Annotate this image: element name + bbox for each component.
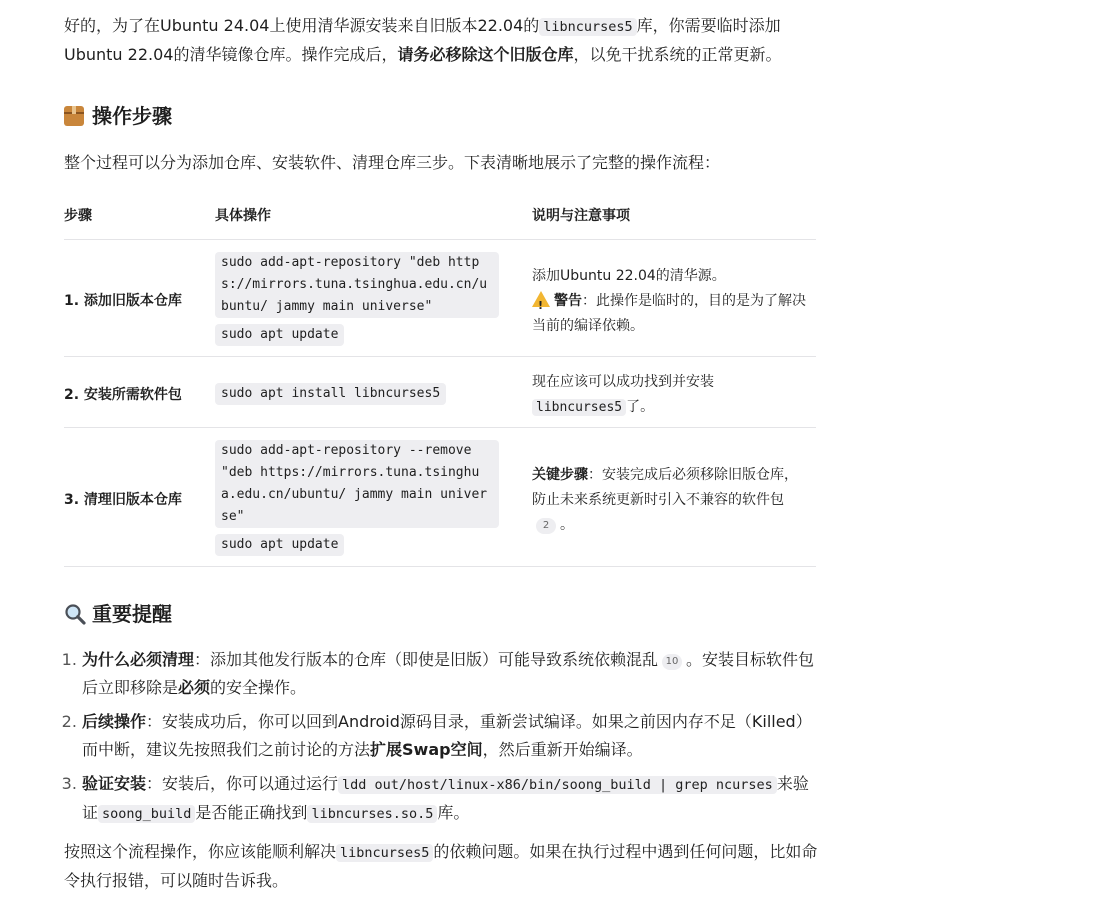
table-header-cell: 步骤 bbox=[64, 191, 215, 240]
magnifier-icon bbox=[64, 603, 86, 625]
list-item-text: ：安装成功后，你可以回到Android源码目录，重新尝试编译。如果之前因内存不足（Killed）而中断，建议先按照我们之前讨论的方法 bbox=[82, 712, 812, 759]
list-item-text: ：安装后，你可以通过运行 bbox=[146, 774, 339, 793]
list-item bbox=[82, 770, 824, 828]
list-item-text: 的安全操作。 bbox=[210, 678, 307, 697]
list-item-text: 是否能正确找到 bbox=[195, 803, 308, 822]
closing-text: 按照这个流程操作，你应该能顺利解决 bbox=[64, 842, 337, 861]
list-item-bold: 必须 bbox=[178, 678, 211, 697]
command-code: sudo add-apt-repository "deb https://mirrors.tuna.tsinghua.edu.cn/ubuntu/ jammy main universe" bbox=[215, 252, 499, 318]
steps-heading-text: 操作步骤 bbox=[92, 104, 172, 128]
key-step-label: 关键步骤 bbox=[532, 466, 588, 483]
step-cell: 2. 安装所需软件包 bbox=[64, 357, 215, 428]
reminder-heading bbox=[64, 598, 824, 630]
intro-text: ，以免干扰系统的正常更新。 bbox=[573, 45, 782, 64]
list-item-text: ：添加其他发行版本的仓库（即使是旧版）可能导致系统依赖混乱 bbox=[194, 650, 659, 669]
list-item-text: ，然后重新开始编译。 bbox=[482, 740, 643, 759]
command-code: sudo apt install libncurses5 bbox=[215, 383, 446, 405]
intro-text: 好的，为了在Ubuntu 24.04上使用清华源安装来自旧版本22.04的 bbox=[64, 16, 540, 35]
warning-icon bbox=[532, 291, 550, 307]
list-item-bold: 扩展Swap空间 bbox=[370, 740, 483, 759]
table-row bbox=[64, 357, 816, 428]
note-text: ：安装完成后必须移除旧版仓库，防止未来系统更新时引入不兼容的软件包 bbox=[532, 466, 798, 508]
list-item-title: 后续操作 bbox=[82, 712, 147, 731]
list-item-text: 。安装目标软件包后立即移除是 bbox=[82, 650, 815, 697]
note-text: ：此操作是临时的，目的是为了解决当前的编译依赖。 bbox=[532, 292, 806, 334]
command-code: sudo apt update bbox=[215, 324, 344, 346]
note-cell bbox=[532, 428, 816, 567]
closing-paragraph bbox=[64, 838, 824, 895]
note-text: 现在应该可以成功找到并安装 bbox=[532, 374, 714, 390]
inline-code: ldd out/host/linux-x86/bin/soong_build | grep ncurses bbox=[338, 776, 777, 794]
note-text: 。 bbox=[560, 516, 574, 533]
command-code: sudo add-apt-repository --remove "deb https://mirrors.tuna.tsinghua.edu.cn/ubuntu/ jammy main universe" bbox=[215, 440, 499, 528]
inline-code: libncurses5 bbox=[539, 18, 636, 36]
list-item-title: 为什么必须清理 bbox=[82, 650, 195, 669]
intro-bold-text: 请务必移除这个旧版仓库 bbox=[397, 45, 574, 64]
package-icon bbox=[64, 105, 86, 127]
list-item bbox=[82, 646, 824, 702]
ops-cell bbox=[215, 240, 532, 357]
note-cell bbox=[532, 240, 816, 357]
closing-text: 的依赖问题。如果在执行过程中遇到任何问题，比如命令执行报错，可以随时告诉我。 bbox=[64, 842, 818, 890]
inline-code: soong_build bbox=[98, 805, 195, 823]
reminder-list bbox=[64, 646, 824, 828]
intro-paragraph bbox=[64, 12, 824, 69]
table-header-row bbox=[64, 191, 816, 240]
ops-cell bbox=[215, 357, 532, 428]
note-cell bbox=[532, 357, 816, 428]
inline-code: libncurses.so.5 bbox=[307, 805, 437, 823]
list-item-text: 来验证 bbox=[82, 774, 809, 822]
command-code: sudo apt update bbox=[215, 534, 344, 556]
reminder-heading-text: 重要提醒 bbox=[92, 602, 172, 626]
step-cell: 3. 清理旧版本仓库 bbox=[64, 428, 215, 567]
note-text: 添加Ubuntu 22.04的清华源。 bbox=[532, 267, 726, 284]
steps-table bbox=[64, 191, 816, 567]
table-row bbox=[64, 240, 816, 357]
warning-label: 警告 bbox=[554, 292, 582, 309]
citation-badge[interactable]: 10 bbox=[662, 654, 682, 670]
list-item-text: 库。 bbox=[437, 803, 470, 822]
table-header-cell: 说明与注意事项 bbox=[532, 191, 816, 240]
note-text: 了。 bbox=[626, 399, 655, 415]
chat-response bbox=[64, 12, 824, 895]
inline-code: libncurses5 bbox=[336, 844, 433, 862]
inline-code: libncurses5 bbox=[532, 399, 626, 416]
steps-description: 整个过程可以分为添加仓库、安装软件、清理仓库三步。下表清晰地展示了完整的操作流程： bbox=[64, 153, 721, 172]
step-cell: 1. 添加旧版本仓库 bbox=[64, 240, 215, 357]
table-header-cell: 具体操作 bbox=[215, 191, 532, 240]
intro-text: 库，你需要临时添加Ubuntu 22.04的清华镜像仓库。操作完成后， bbox=[64, 16, 781, 64]
steps-heading bbox=[64, 100, 824, 132]
ops-cell bbox=[215, 428, 532, 567]
citation-badge[interactable]: 2 bbox=[536, 518, 556, 534]
list-item-title: 验证安装 bbox=[82, 774, 147, 793]
table-row bbox=[64, 428, 816, 567]
list-item bbox=[82, 708, 824, 764]
